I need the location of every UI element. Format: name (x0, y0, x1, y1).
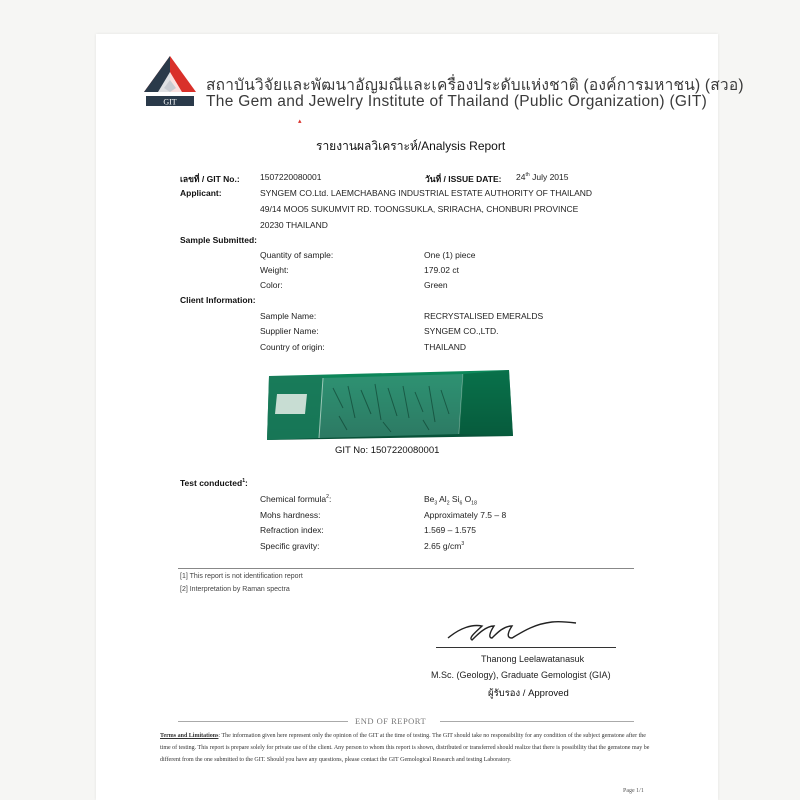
signatory-name: Thanong Leelawatanasuk (481, 654, 585, 664)
divider (178, 721, 348, 722)
sample-row-value: One (1) piece (424, 250, 476, 260)
refraction-label: Refraction index: (260, 525, 324, 535)
applicant-line-1: SYNGEM CO.Ltd. LAEMCHABANG INDUSTRIAL ESTATE AUTHORITY OF THAILAND (260, 188, 593, 198)
mohs-value: Approximately 7.5 – 8 (424, 510, 507, 520)
end-of-report: END OF REPORT (355, 716, 427, 726)
git-no-value: 1507220080001 (260, 172, 322, 182)
issue-date-value: 24th July 2015 (516, 172, 569, 182)
footnote-2: [2] Interpretation by Raman spectra (180, 586, 290, 593)
client-row-value: THAILAND (424, 342, 467, 352)
client-row-label: Supplier Name: (260, 326, 319, 336)
client-row-label: Country of origin: (260, 342, 325, 352)
applicant-label: Applicant: (180, 188, 222, 198)
page-number: Page 1/1 (623, 788, 644, 794)
refraction-value: 1.569 – 1.575 (424, 525, 476, 535)
sample-row-value: Green (424, 280, 448, 290)
image-caption: GIT No: 1507220080001 (335, 445, 440, 456)
sample-row-value: 179.02 ct (424, 265, 459, 275)
divider (178, 568, 634, 569)
terms-and-limitations: Terms and Limitations: The information given here represent only the opinion of the GIT at the time of testing. The GIT should take no responsibility for any condition of the subject gemstone after the time of testing. This report is prepare solely for private use of the client. Any person to whom this report is shown, distributed or transferred should realize that there is possibility that the gemstone may be different from the one submitted to the GIT. Should you have any questions, please contact the GIT Gemological Research and testing Laboratory. (160, 733, 650, 763)
client-row-value: RECRYSTALISED EMERALDS (424, 311, 544, 321)
git-logo (136, 52, 204, 112)
sample-row-label: Quantity of sample: (260, 250, 334, 260)
sample-row-label: Color: (260, 280, 283, 290)
mohs-label: Mohs hardness: (260, 510, 321, 520)
git-no-label: เลขที่ / GIT No.: (180, 174, 240, 184)
gravity-label: Specific gravity: (260, 541, 320, 551)
institute-english-name: The Gem and Jewelry Institute of Thailand (Public Organization) (GIT) (206, 93, 708, 110)
applicant-line-2: 49/14 MOO5 SUKUMVIT RD. TOONGSUKLA, SRIRACHA, CHONBURI PROVINCE (260, 204, 579, 214)
logo-text: GIT (163, 97, 177, 107)
chem-formula-value: $Be_3$ $Al_2$ $Si_6$ $O_{18}$ (424, 494, 477, 507)
red-mark: ▴ (298, 118, 302, 125)
gravity-value: 2.65 $g/cm^3$ (424, 541, 465, 551)
institute-thai-name: สถาบันวิจัยและพัฒนาอัญมณีและเครื่องประดับแห่งชาติ (องค์การมหาชน) (สวอ) (206, 77, 744, 94)
signature-image (442, 616, 582, 646)
divider (440, 721, 634, 722)
client-row-label: Sample Name: (260, 311, 317, 321)
chem-formula-label: Chemical formula$^2$: (260, 494, 332, 504)
footnote-1: [1] This report is not identification report (180, 573, 303, 580)
report-title: รายงานผลวิเคราะห์/Analysis Report (316, 139, 506, 153)
sample-photo (263, 368, 515, 444)
client-row-value: SYNGEM CO.,LTD. (424, 326, 499, 336)
signatory-title: M.Sc. (Geology), Graduate Gemologist (GIA) (431, 670, 611, 680)
approved-label: ผู้รับรอง / Approved (488, 688, 569, 699)
issue-date-label: วันที่ / ISSUE DATE: (425, 174, 502, 184)
applicant-line-3: 20230 THAILAND (260, 220, 328, 230)
sample-submitted-label: Sample Submitted: (180, 235, 257, 245)
signature-line (436, 647, 616, 648)
sample-row-label: Weight: (260, 265, 289, 275)
test-conducted-label: Test conducted$^1$: (180, 478, 248, 488)
client-info-label: Client Information: (180, 295, 256, 305)
